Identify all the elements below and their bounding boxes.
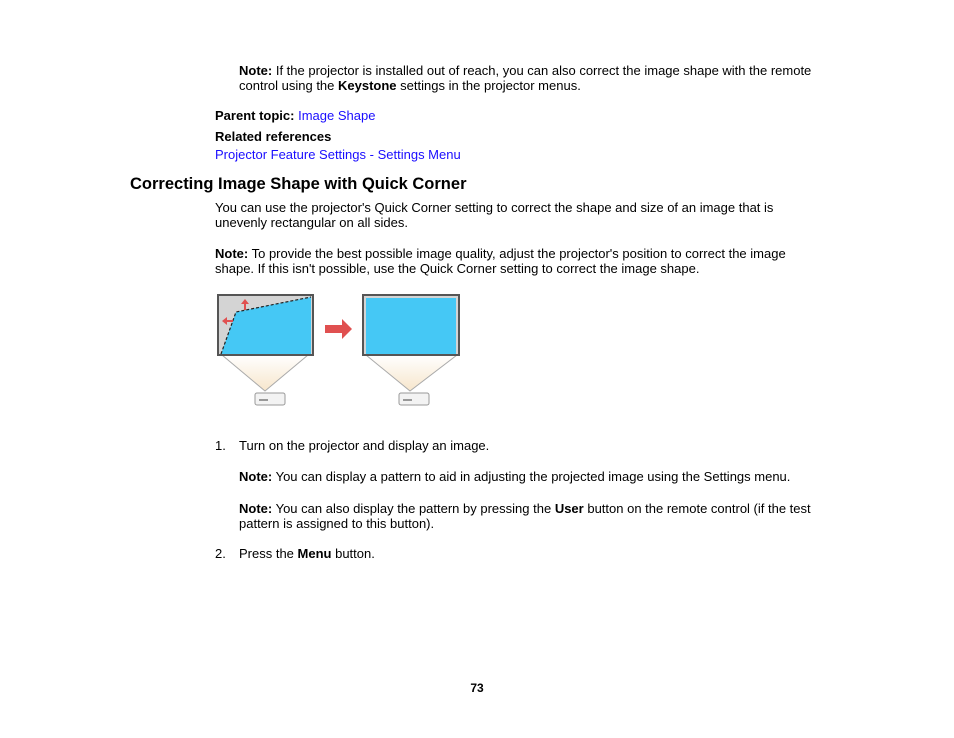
note-bold: User <box>554 501 584 516</box>
step-1 <box>215 438 490 453</box>
arrow-right-icon <box>325 319 352 339</box>
keystone-note <box>239 63 829 93</box>
note-text: You can display a pattern to aid in adjusting the projected image using the Settings menu. <box>272 469 791 484</box>
parent-topic <box>215 108 375 123</box>
projector-icon <box>399 393 429 405</box>
related-references-label <box>215 129 331 144</box>
note-bold: Keystone <box>338 78 397 93</box>
projector-feature-settings-link[interactable]: Projector Feature Settings <box>215 147 367 162</box>
projector-icon <box>255 393 285 405</box>
note-label: Note: <box>239 501 273 516</box>
related-label: Related references <box>215 129 332 144</box>
note-text: If the projector is installed out of reach, you can also correct the image shape with the remote control using the <box>239 63 812 93</box>
note-text: button on the remote control (if the test pattern is assigned to this button). <box>239 501 811 531</box>
parent-topic-label: Parent topic: <box>215 108 295 123</box>
image-shape-link[interactable]: Image Shape <box>298 108 376 123</box>
quick-corner-illustration <box>214 292 464 410</box>
note-label: Note: <box>215 246 249 261</box>
page-number: 73 <box>470 681 484 695</box>
step-number: 1. <box>215 438 226 453</box>
step-2 <box>215 546 375 561</box>
note-text: You can also display the pattern by pressing the <box>272 501 555 516</box>
before-screen <box>218 295 313 405</box>
step-number: 2. <box>215 546 226 561</box>
pattern-note <box>239 469 829 484</box>
step-text: button. <box>331 546 375 561</box>
note-text: To provide the best possible image quality, adjust the projector's position to correct the image shape. If this isn't possible, use the Quick Corner setting to correct the image shape. <box>215 246 786 276</box>
note-label: Note: <box>239 63 273 78</box>
step-text: Turn on the projector and display an image. <box>239 438 490 453</box>
settings-menu-link[interactable]: Settings Menu <box>377 147 461 162</box>
section-title: Correcting Image Shape with Quick Corner <box>130 175 467 193</box>
user-button-note <box>239 501 829 531</box>
quality-note <box>215 246 805 276</box>
note-text: settings in the projector menus. <box>396 78 581 93</box>
step-bold: Menu <box>297 546 332 561</box>
intro-text: You can use the projector's Quick Corner setting to correct the shape and size of an image that is unevenly rectangular on all sides. <box>215 200 774 230</box>
after-screen <box>363 295 459 405</box>
step-text: Press the <box>239 546 298 561</box>
related-links <box>215 147 461 162</box>
link-separator[interactable]: - <box>366 147 378 162</box>
note-label: Note: <box>239 469 273 484</box>
